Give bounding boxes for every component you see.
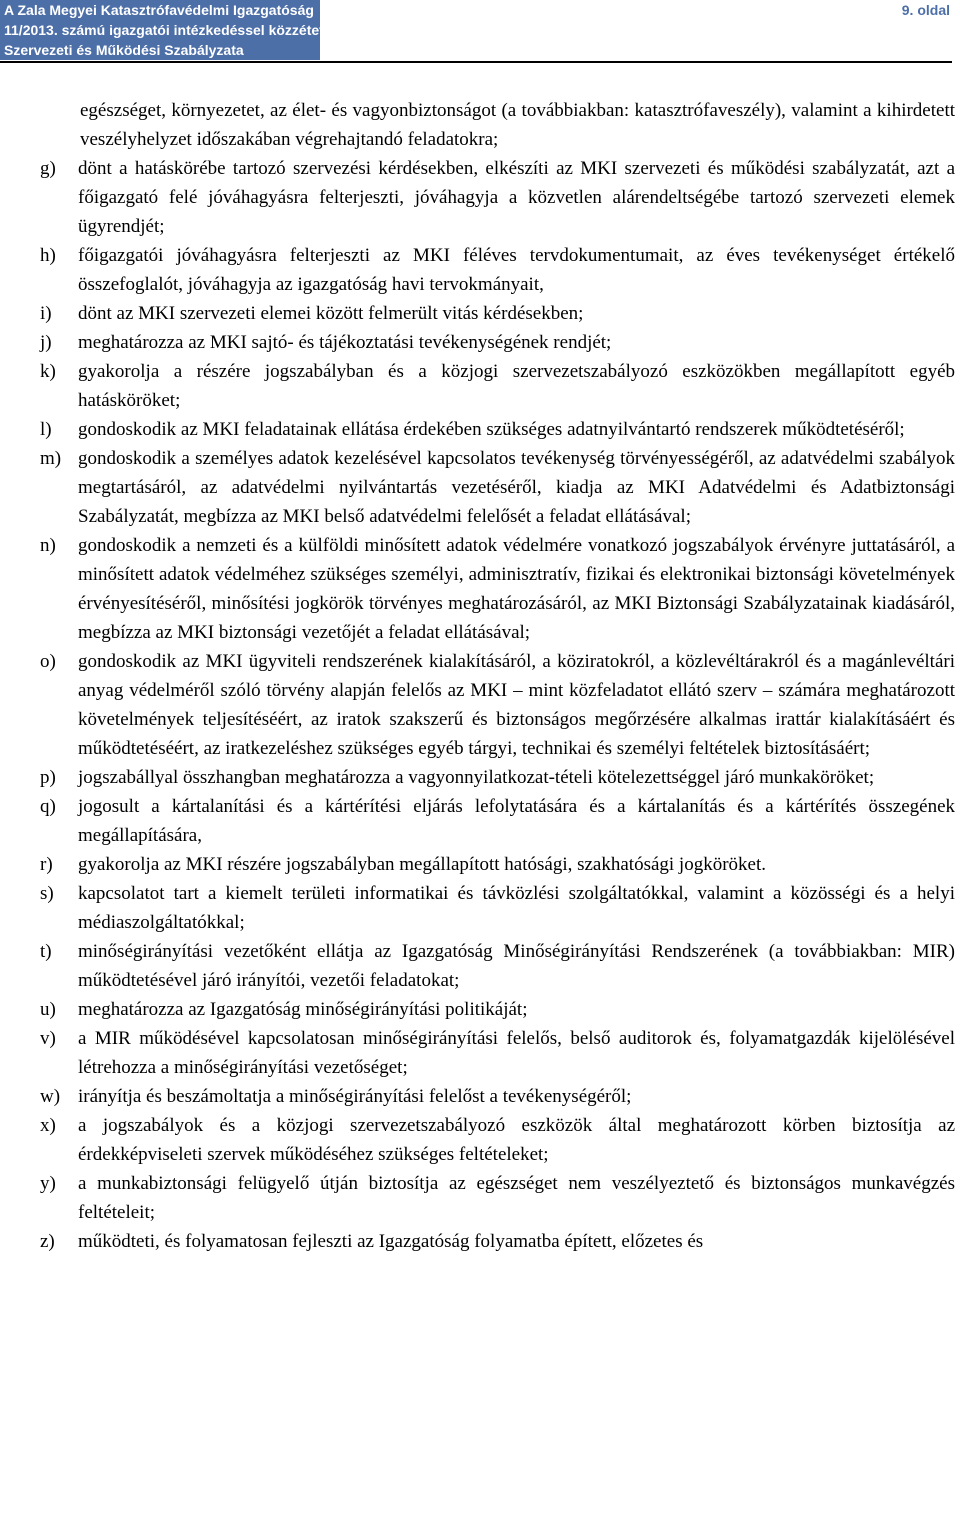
item-marker: o) bbox=[40, 651, 56, 672]
list-item bbox=[40, 415, 955, 444]
item-marker: x) bbox=[40, 1115, 56, 1136]
list-item bbox=[40, 850, 955, 879]
item-text: a munkabiztonsági felügyelő útján biztosítja az egészséget nem veszélyeztető és biztonságos munkavégzés feltételeit; bbox=[78, 1173, 955, 1223]
list-item bbox=[40, 154, 955, 241]
item-marker: m) bbox=[40, 448, 62, 469]
list-item bbox=[40, 792, 955, 850]
item-text: meghatározza az MKI sajtó- és tájékoztatási tevékenységének rendjét; bbox=[78, 332, 612, 353]
list-item bbox=[40, 1227, 955, 1256]
list-item bbox=[40, 241, 955, 299]
list-item bbox=[40, 1024, 955, 1082]
item-marker: h) bbox=[40, 245, 56, 266]
item-marker: l) bbox=[40, 419, 52, 440]
list-item bbox=[40, 937, 955, 995]
item-text: jogosult a kártalanítási és a kártérítési eljárás lefolytatására és a kártalanítás és a kártérítés összegének megállapítására, bbox=[78, 796, 955, 846]
page-header bbox=[0, 0, 960, 62]
item-text: gyakorolja az MKI részére jogszabályban megállapított hatósági, szakhatósági jogköröket. bbox=[78, 854, 766, 875]
item-text: gondoskodik a személyes adatok kezelésével kapcsolatos tevékenység törvényességéről, az adatvédelmi szabályok megtartásáról, az adatvédelmi nyilvántartás vezetéséről, kiadja az MKI Adatvédelmi és Adatbiztonsági Szabályzatát, megbízza az MKI belső adatvédelmi felelősét a feladat ellátásával; bbox=[78, 448, 955, 527]
list-item bbox=[40, 995, 955, 1024]
list-item bbox=[40, 879, 955, 937]
item-text: jogszabállyal összhangban meghatározza a vagyonnyilatkozat-tételi kötelezettséggel járó munkaköröket; bbox=[78, 767, 875, 788]
list-item bbox=[40, 1111, 955, 1169]
item-text: gondoskodik az MKI ügyviteli rendszerének kialakításáról, a köziratokról, a közlevéltárakról és a magánlevéltári anyag védelméről szóló törvény alapján felelős az MKI – mint közfeladatot ellátó szerv – számára meghatározott követelmények teljesítéséért, az iratok szakszerű és biztonságos megőrzésére alkalmas irattár kialakításáért és működtetéséért, az iratkezeléshez szükséges egyéb tárgyi, technikai és személyi feltételek biztosításáért; bbox=[78, 651, 955, 759]
list-item bbox=[40, 444, 955, 531]
item-text: minőségirányítási vezetőként ellátja az Igazgatóság Minőségirányítási Rendszerének (a továbbiakban: MIR) működtetésével járó irányítói, vezetői feladatokat; bbox=[78, 941, 955, 991]
item-text: működteti, és folyamatosan fejleszti az Igazgatóság folyamatba épített, előzetes és bbox=[78, 1231, 704, 1252]
document-body bbox=[40, 96, 955, 1256]
item-marker: w) bbox=[40, 1086, 61, 1107]
item-marker: y) bbox=[40, 1173, 56, 1194]
header-document-title: Szervezeti és Működési Szabályzata bbox=[4, 42, 244, 58]
header-organization: A Zala Megyei Katasztrófavédelmi Igazgatóság bbox=[4, 2, 314, 18]
item-text: meghatározza az Igazgatóság minőségirányítási politikáját; bbox=[78, 999, 528, 1020]
item-marker: v) bbox=[40, 1028, 56, 1049]
list-item bbox=[40, 357, 955, 415]
item-text: gyakorolja a részére jogszabályban és a közjogi szervezetszabályozó eszközökben megállapított egyéb hatásköröket; bbox=[78, 361, 955, 411]
item-text: a jogszabályok és a közjogi szervezetszabályozó eszközök által meghatározott körben biztosítja az érdekképviseleti szervek működéséhez szükséges feltételeket; bbox=[78, 1115, 955, 1165]
item-marker: j) bbox=[40, 332, 52, 353]
item-list bbox=[40, 154, 955, 1256]
item-marker: q) bbox=[40, 796, 56, 817]
list-item bbox=[40, 1169, 955, 1227]
item-text: dönt az MKI szervezeti elemei között felmerült vitás kérdésekben; bbox=[78, 303, 584, 324]
item-text: gondoskodik a nemzeti és a külföldi minősített adatok védelmére vonatkozó jogszabályok érvényre juttatásáról, a minősített adatok védelméhez szükséges személyi, adminisztratív, fizikai és elektronikai biztonsági követelmények érvényesítéséről, minősítési jogkörök törvényes meghatározásáról, az MKI Biztonsági Szabályzatainak kiadásáról, megbízza az MKI biztonsági vezetőjét a feladat ellátásával; bbox=[78, 535, 955, 643]
item-text: irányítja és beszámoltatja a minőségirányítási felelőst a tevékenységéről; bbox=[78, 1086, 632, 1107]
item-marker: k) bbox=[40, 361, 56, 382]
header-divider bbox=[0, 61, 952, 63]
list-item bbox=[40, 299, 955, 328]
item-text: gondoskodik az MKI feladatainak ellátása érdekében szükséges adatnyilvántartó rendszerek működtetéséről; bbox=[78, 419, 905, 440]
list-item bbox=[40, 328, 955, 357]
item-marker: g) bbox=[40, 158, 56, 179]
item-text: dönt a hatáskörébe tartozó szervezési kérdésekben, elkészíti az MKI szervezeti és működési szabályzatát, azt a főigazgató felé jóváhagyásra felterjeszti, jóváhagyja a közvetlen alárendeltségébe tartozó szervezeti elemek ügyrendjét; bbox=[78, 158, 955, 237]
item-text: a MIR működésével kapcsolatosan minőségirányítási felelős, belső auditorok és, folyamatgazdák kijelölésével létrehozza a minőségirányítási vezetőséget; bbox=[78, 1028, 955, 1078]
list-item bbox=[40, 1082, 955, 1111]
item-marker: u) bbox=[40, 999, 56, 1020]
item-marker: r) bbox=[40, 854, 53, 875]
item-marker: z) bbox=[40, 1231, 55, 1252]
list-item bbox=[40, 763, 955, 792]
intro-paragraph: egészséget, környezetet, az élet- és vagyonbiztonságot (a továbbiakban: katasztrófaveszély), valamint a kihirdetett veszélyhelyzet időszakában végrehajtandó feladatokra; bbox=[80, 100, 955, 150]
item-marker: s) bbox=[40, 883, 54, 904]
item-marker: t) bbox=[40, 941, 52, 962]
list-item bbox=[40, 531, 955, 647]
item-marker: p) bbox=[40, 767, 56, 788]
list-item bbox=[40, 647, 955, 763]
item-marker: n) bbox=[40, 535, 56, 556]
header-decree: 11/2013. számú igazgatói intézkedéssel közzétett bbox=[4, 22, 329, 38]
page-number: 9. oldal bbox=[901, 2, 950, 18]
item-text: kapcsolatot tart a kiemelt területi informatikai és távközlési szolgáltatókkal, valamint a közösségi és a helyi médiaszolgáltatókkal; bbox=[78, 883, 955, 933]
item-text: főigazgatói jóváhagyásra felterjeszti az MKI féléves tervdokumentumait, az éves tevékenységet értékelő összefoglalót, jóváhagyja az igazgatóság havi tervokmányait, bbox=[78, 245, 955, 295]
item-marker: i) bbox=[40, 303, 52, 324]
